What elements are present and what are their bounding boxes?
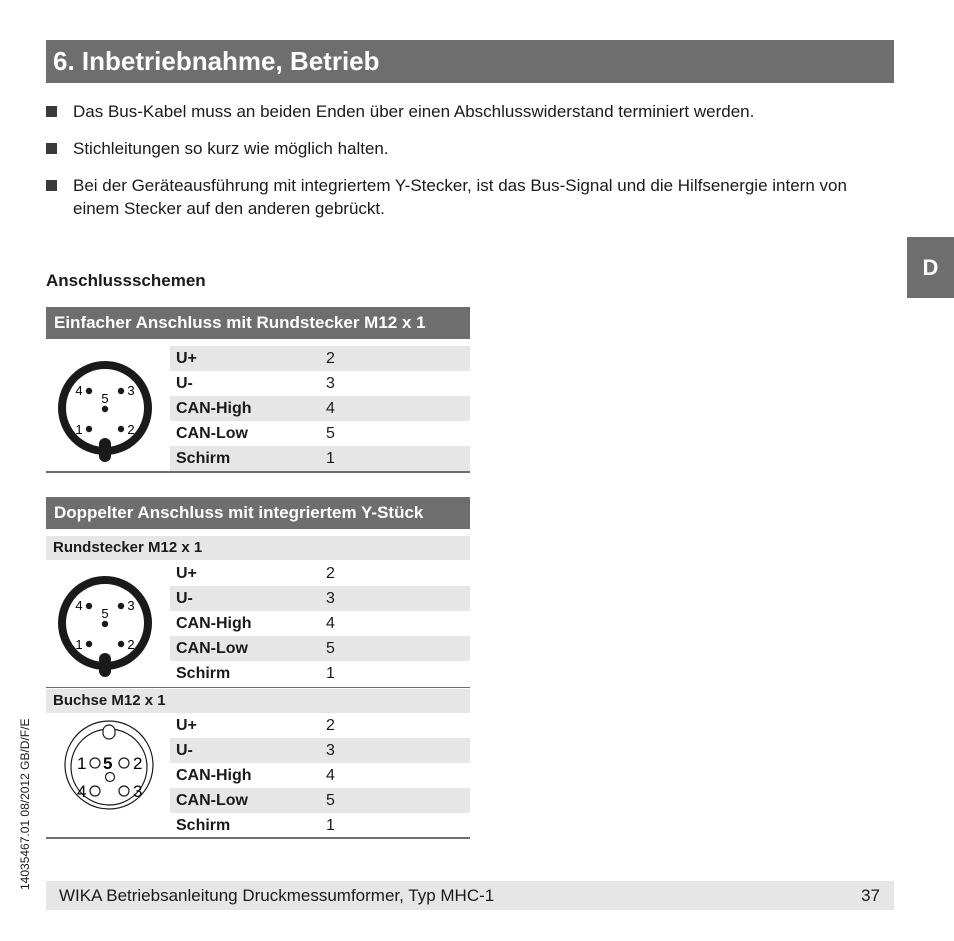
svg-text:4: 4: [77, 782, 87, 801]
socket-label: Buchse M12 x 1: [46, 689, 470, 713]
svg-text:4: 4: [75, 598, 83, 613]
plug-label: Rundstecker M12 x 1: [46, 536, 470, 560]
pin-table-simple: [170, 346, 470, 471]
svg-text:5: 5: [103, 754, 113, 773]
table-row: U+ 2: [170, 346, 470, 371]
table-row: U+ 2: [176, 564, 335, 582]
table-row: U- 3: [170, 586, 470, 611]
page-number: 37: [861, 886, 880, 905]
table-row: Schirm 1: [170, 446, 470, 471]
table-row: U- 3: [170, 738, 470, 763]
section-title: 6. Inbetriebnahme, Betrieb: [46, 40, 894, 83]
svg-text:1: 1: [75, 422, 83, 437]
table-row: CAN-High 4: [176, 766, 335, 784]
table-divider: [46, 471, 470, 473]
table-row: U+ 2: [176, 716, 335, 734]
table-row: Schirm 1: [176, 816, 335, 834]
table2-title: Doppelter Anschluss mit integriertem Y-Stück: [46, 497, 470, 529]
svg-text:2: 2: [133, 754, 143, 773]
m12-socket-icon: [57, 713, 161, 837]
footer-text: WIKA Betriebsanleitung Druckmessumformer, Typ MHC-1: [59, 886, 495, 905]
table-row: CAN-High 4: [170, 396, 470, 421]
svg-text:2: 2: [127, 637, 135, 652]
bullet-item: Bei der Geräteausführung mit integriertem Y-Stecker, ist das Bus-Signal und die Hilfsenergie intern von einem Stecker auf den anderen gebrückt.: [46, 174, 894, 220]
svg-text:4: 4: [75, 383, 83, 398]
svg-text:5: 5: [101, 606, 109, 621]
language-tab: D: [907, 237, 954, 298]
bullet-item: Das Bus-Kabel muss an beiden Enden über einen Abschlusswiderstand terminiert werden.: [46, 100, 894, 123]
svg-text:3: 3: [127, 598, 135, 613]
table-row: U- 3: [176, 374, 335, 392]
table-row: CAN-High 4: [176, 614, 335, 632]
bullet-item: Stichleitungen so kurz wie möglich halten.: [46, 137, 894, 160]
svg-text:5: 5: [101, 391, 109, 406]
document-code: 14035467.01 08/2012 GB/D/F/E: [18, 718, 32, 890]
footer: [46, 881, 894, 910]
bullet-square-icon: [46, 106, 57, 117]
svg-text:1: 1: [75, 637, 83, 652]
connection-diagrams-heading: Anschlussschemen: [46, 271, 206, 290]
table-row: CAN-Low 5: [170, 788, 470, 813]
m12-plug-icon: [55, 358, 159, 464]
table-divider: [46, 837, 470, 839]
table-row: CAN-Low 5: [176, 424, 335, 442]
bullet-square-icon: [46, 180, 57, 191]
svg-text:3: 3: [127, 383, 135, 398]
svg-text:2: 2: [127, 422, 135, 437]
table1-title: Einfacher Anschluss mit Rundstecker M12 x 1: [46, 307, 470, 339]
table-row: Schirm 1: [176, 664, 335, 682]
table-divider: [46, 687, 470, 688]
table-row: CAN-Low 5: [170, 636, 470, 661]
pin-table-plug: [170, 561, 470, 686]
svg-text:1: 1: [77, 754, 87, 773]
svg-text:3: 3: [133, 782, 143, 801]
bullet-list: [46, 100, 894, 234]
pin-table-socket: [170, 713, 470, 838]
bullet-square-icon: [46, 143, 57, 154]
m12-plug-icon: [55, 573, 159, 679]
